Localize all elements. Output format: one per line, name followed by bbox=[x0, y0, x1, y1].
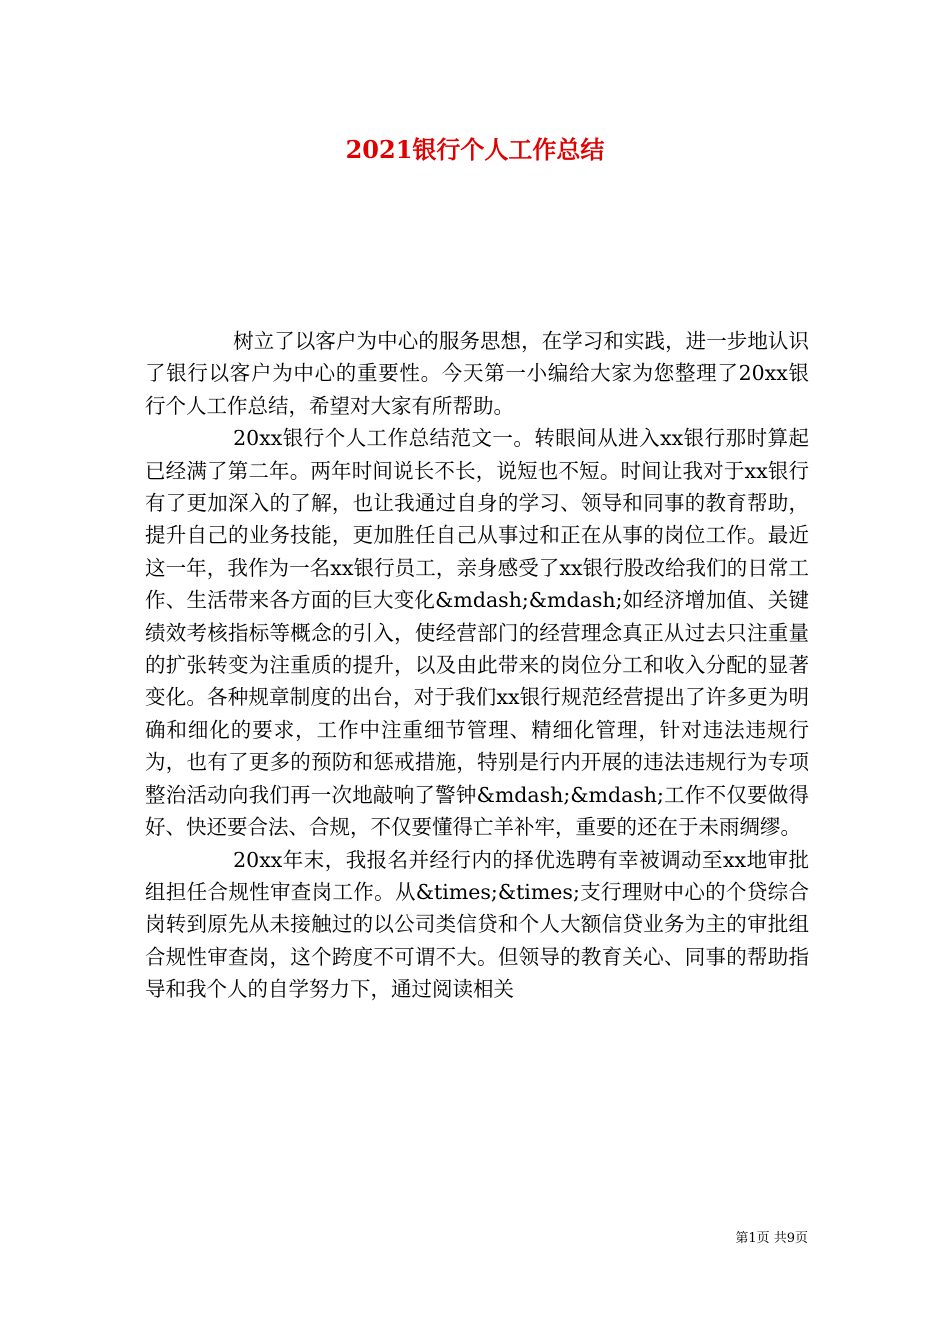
paragraph-intro: 树立了以客户为中心的服务思想，在学习和实践，进一步地认识了银行以客户为中心的重要性。今天第一小编给大家为您整理了20xx银行个人工作总结，希望对大家有所帮助。 bbox=[145, 329, 809, 418]
paragraph-year-end: 20xx年末，我报名并经行内的择优选聘有幸被调动至xx地审批组担任合规性审查岗工作。从&times;&times;支行理财中心的个贷综合岗转到原先从未接触过的以公司类信贷和个人大额信贷业务为主的审批组合规性审查岗，这个跨度不可谓不大。但领导的教育关心、同事的帮助指导和我个人的自学努力下，通过阅读相关 bbox=[145, 847, 809, 1002]
page-number: 第1页 共9页 bbox=[735, 1231, 808, 1246]
paragraph-sample-one: 20xx银行个人工作总结范文一。转眼间从进入xx银行那时算起已经满了第二年。两年时间说长不长，说短也不短。时间让我对于xx银行有了更加深入的了解，也让我通过自身的学习、领导和同事的教育帮助，提升自己的业务技能，更加胜任自己从事过和正在从事的岗位工作。最近这一年，我作为一名xx银行员工，亲身感受了xx银行股改给我们的日常工作、生活带来各方面的巨大变化&mdash;&mdash;如经济增加值、关键绩效考核指标等概念的引入，使经营部门的经营理念真正从过去只注重量的扩张转变为注重质的提升，以及由此带来的岗位分工和收入分配的显著变化。各种规章制度的出台，对于我们xx银行规范经营提出了许多更为明确和细化的要求，工作中注重细节管理、精细化管理，针对违法违规行为，也有了更多的预防和惩戒措施，特别是行内开展的违法违规行为专项整治活动向我们再一次地敲响了警钟&mdash;&mdash;工作不仅要做得好、快还要合法、合规，不仅要懂得亡羊补牢，重要的还在于未雨绸缪。 bbox=[145, 426, 809, 840]
document-body bbox=[145, 325, 809, 1006]
document-title: 2021银行个人工作总结 bbox=[345, 135, 605, 164]
